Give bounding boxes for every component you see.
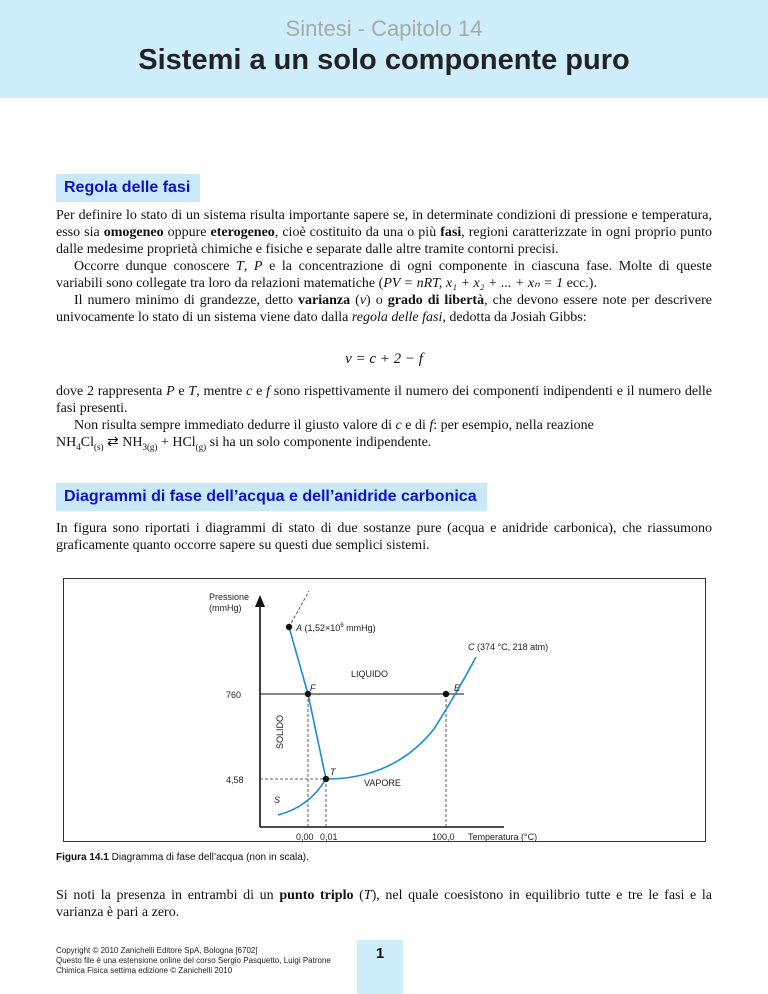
footer-line: Questo file è una estensione online del corso Sergio Pasquetto, Luigi Patrone [56,956,331,965]
point-e-marker [443,691,449,697]
section-heading-phase-rule: Regola delle fasi [56,174,200,202]
section-body-phase-rule [56,207,712,326]
chapter-supertitle: Sintesi - Capitolo 14 [285,16,483,41]
gibbs-phase-rule-formula: v = c + 2 − f [345,351,423,367]
point-a-marker [286,624,292,630]
point-s-label: S [274,795,281,805]
section-body-phase-rule-cont [56,383,712,456]
point-t-label: T [330,767,336,777]
y-axis-label-1: Pressione [209,592,250,602]
paragraph: Il numero minimo di grandezze, detto varianza (v) o grado di libertà, che devono essere note per descrivere univocamente lo stato di un sistema viene dato dalla regola delle fasi, dedotta da Josiah Gibbs: [56,293,712,325]
x-tick-000: 0,00 [296,832,314,841]
section-heading-phase-diagrams: Diagrammi di fase dell’acqua e dell’anidride carbonica [56,483,487,511]
x-tick-100: 100,0 [432,832,455,841]
page-title: Sistemi a un solo componente puro [138,44,630,76]
footer-line: Chimica Fisica settima edizione © Zanichelli 2010 [56,966,233,975]
point-c-label: C (374 °C, 218 atm) [468,642,549,652]
y-axis-label-2: (mmHg) [209,603,242,613]
phase-diagram-svg [64,579,705,841]
point-e-label: E [454,683,461,693]
y-axis-arrow [255,595,265,607]
x-tick-001: 0,01 [320,832,338,841]
y-tick-458: 4,58 [226,775,244,785]
region-solid-label: SOLIDO [275,714,285,749]
section-body-triple-point [56,887,712,921]
copyright-footer [56,946,331,976]
figure-phase-diagram [63,578,706,842]
point-t-marker [323,776,329,782]
guide-extrapolation [289,591,309,627]
section-body-phase-diagrams [56,520,712,554]
paragraph: In figura sono riportati i diagrammi di stato di due sostanze pure (acqua e anidride carbonica), che riassumono graficamente quanto occorre sapere su questi due semplici sistemi. [56,521,712,553]
page-number: 1 [357,940,403,994]
point-a-label: A ($1,52\times 10^6$ mmHg) [296,623,376,633]
paragraph: Per definire lo stato di un sistema risulta importante sapere se, in determinate condizioni di pressione e temperatura, esso sia omogeneo oppure eterogeneo, cioè costituito da una o più fasi, regioni caratterizzate in ogni proprio punto dalle medesime proprietà chimiche e fisiche e separate dalle altre tramite contorni precisi. [56,208,712,257]
figure-caption: Figura 14.1 Diagramma di fase dell’acqua (non in scala). [56,852,309,863]
sublimation-curve [278,779,326,815]
x-axis-label: Temperatura (°C) [468,832,538,841]
melting-curve [289,627,326,779]
y-tick-760: 760 [226,690,242,700]
region-liquid-label: LIQUIDO [351,669,389,679]
region-vapour-label: VAPORE [364,778,401,788]
vaporization-curve [326,657,476,779]
page-header [0,0,768,98]
paragraph: Non risulta sempre immediato dedurre il giusto valore di c e di f: per esempio, nella reazione $NH_4Cl_{(s)}$ ⇄ $NH_{3(g)} + HCl_{(g)}$ si ha un solo componente indipendente. [56,418,594,452]
paragraph: Occorre dunque conoscere T, P e la concentrazione di ogni componente in ciascuna fase. Molte di queste variabili sono collegate tra loro da relazioni matematiche (PV = nRT, x₁ + x₂ + ... + xₙ = 1 ecc.). [56,259,712,291]
point-f-label: F [310,683,316,693]
paragraph: dove 2 rappresenta P e T, mentre c e f sono rispettivamente il numero dei componenti indipendenti e il numero delle fasi presenti. [56,384,713,416]
paragraph: Si noti la presenza in entrambi di un punto triplo (T), nel quale coesistono in equilibrio tutte e tre le fasi e la varianza è pari a zero. [56,888,713,920]
reaction-equation: $NH_4Cl_{(s)}$ ⇄ $NH_{3(g)} + HCl_{(g)}$ [56,435,207,452]
footer-line: Copyright © 2010 Zanichelli Editore SpA, Bologna [6702] [56,946,258,955]
